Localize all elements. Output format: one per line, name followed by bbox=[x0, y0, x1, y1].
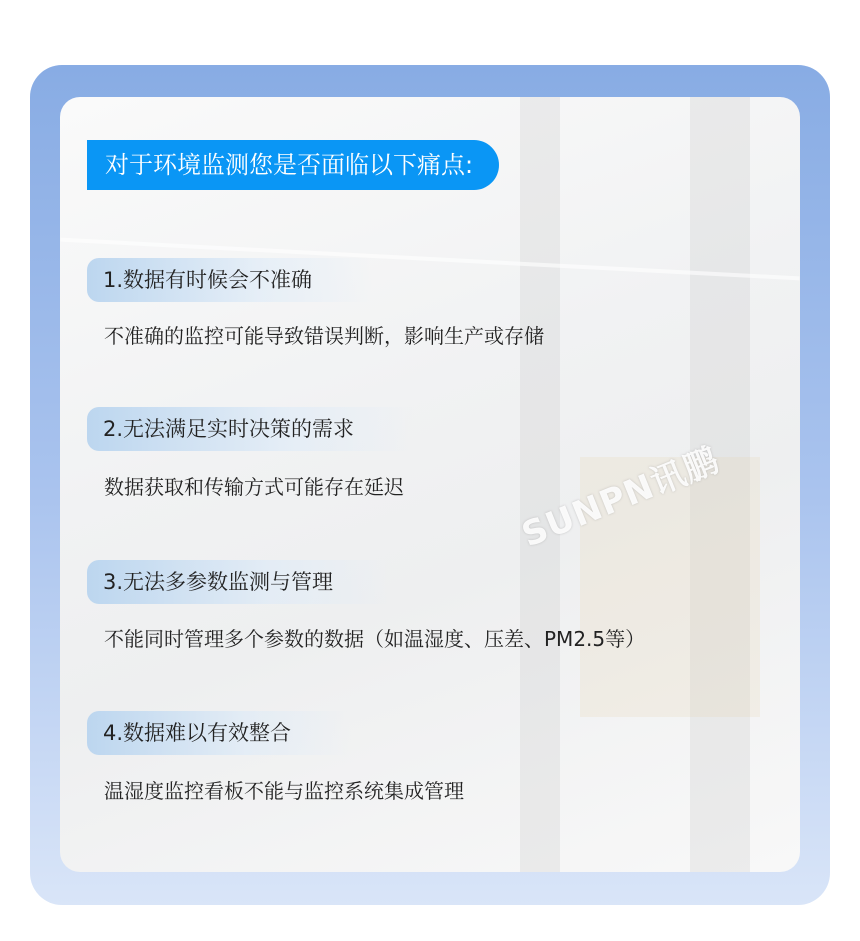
pain-point-label-3: 3.无法多参数监测与管理 bbox=[87, 560, 393, 604]
page-title: 对于环境监测您是否面临以下痛点: bbox=[87, 140, 499, 190]
pain-point-label-4: 4.数据难以有效整合 bbox=[87, 711, 351, 755]
watermark-logo: SUNPN讯鹏 bbox=[516, 440, 726, 556]
pain-point-desc-2: 数据获取和传输方式可能存在延迟 bbox=[104, 475, 404, 499]
pain-point-desc-3: 不能同时管理多个参数的数据（如温湿度、压差、PM2.5等） bbox=[104, 627, 646, 651]
pain-point-label-2: 2.无法满足实时决策的需求 bbox=[87, 407, 414, 451]
background-pillar bbox=[520, 97, 560, 872]
pain-point-label-1: 1.数据有时候会不准确 bbox=[87, 258, 372, 302]
pain-point-desc-1: 不准确的监控可能导致错误判断，影响生产或存储 bbox=[104, 324, 544, 348]
pain-point-desc-4: 温湿度监控看板不能与监控系统集成管理 bbox=[104, 779, 464, 803]
